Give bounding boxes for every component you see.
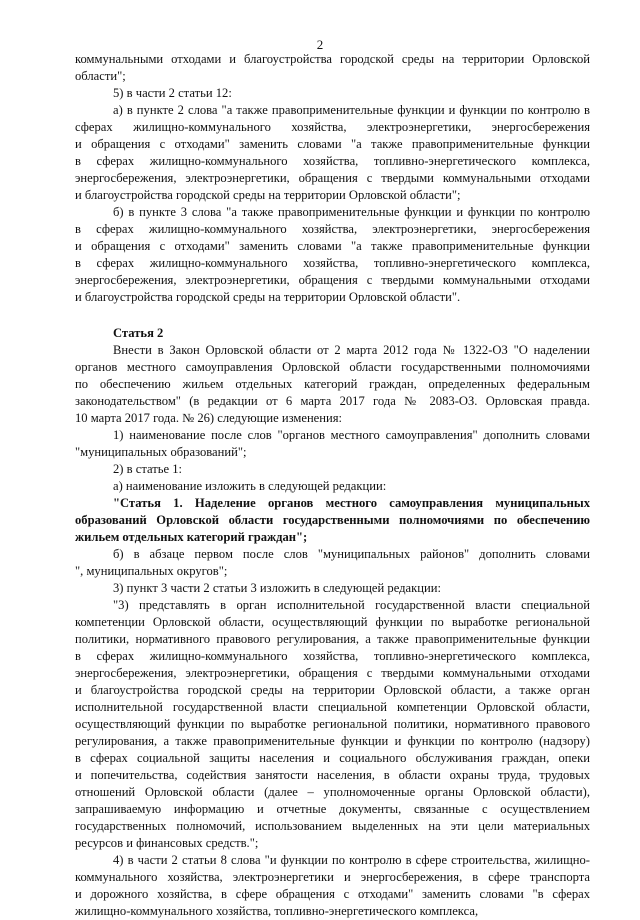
text-line: по обеспечению жильем отдельных категорий граждан, определенных федеральным	[75, 377, 590, 391]
text-line: отношений Орловской области (далее – уполномоченные органы Орловской области),	[75, 785, 590, 799]
page-number: 2	[316, 37, 324, 52]
text-line: области";	[75, 69, 126, 83]
text-line: энергосбережения, электроэнергетики, обращения с твердыми коммунальными отходами	[75, 273, 590, 287]
text-line: 4) в части 2 статьи 8 слова "и функции по контролю в сфере строительства, жилищно-	[113, 853, 590, 867]
text-line: сферах жилищно-коммунального хозяйства, электроэнергетики, энергосбережения	[75, 120, 590, 134]
text-line: запрашиваемую информацию и отчетные документы, связанные с осуществлением	[75, 802, 590, 816]
text-line: а) в пункте 2 слова "а также правоприменительные функции и функции по контролю в	[113, 103, 590, 117]
text-line: в сферах жилищно-коммунального хозяйства, электроэнергетики, энергосбережения	[75, 222, 590, 236]
text-line: и благоустройства городской среды на территории Орловской области";	[75, 188, 461, 202]
text-line: жилищно-коммунального хозяйства, топливно-энергетического комплекса,	[75, 904, 479, 918]
text-line: а) наименование изложить в следующей редакции:	[113, 479, 387, 493]
text-line: ", муниципальных округов";	[75, 564, 228, 578]
text-line: энергосбережения, электроэнергетики, обращения с твердыми коммунальными отходами	[75, 171, 590, 185]
text-line: и благоустройства городской среды на территории Орловской области".	[75, 290, 461, 304]
text-line: жильем отдельных категорий граждан";	[75, 530, 308, 544]
text-line: политики, нормативного правового регулирования, а также правоприменительные функции	[75, 632, 590, 646]
text-line: исполнительной государственной власти специальной компетенции Орловской области,	[75, 700, 590, 714]
text-line: в сферах жилищно-коммунального хозяйства, топливно-энергетического комплекса,	[75, 154, 590, 168]
text-line: 5) в части 2 статьи 12:	[113, 86, 232, 100]
text-line: "Статья 1. Наделение органов местного самоуправления муниципальных	[113, 496, 590, 510]
text-line: компетенции Орловской области, осуществляющий функции по выработке региональной	[75, 615, 590, 629]
text-line: органов местного самоуправления Орловской области государственными полномочиями	[75, 360, 590, 374]
paragraph-gap	[75, 306, 590, 325]
text-line: "3) представлять в орган исполнительной государственной власти специальной	[113, 598, 590, 612]
document-body	[75, 51, 590, 920]
text-line: коммунальными отходами и благоустройства городской среды на территории Орловской	[75, 52, 590, 66]
text-line: Статья 2	[113, 326, 164, 340]
text-line: регулирования, а также правоприменительные функции и функции по контролю (надзору)	[75, 734, 590, 748]
text-line: 10 марта 2017 года. № 26) следующие изменения:	[75, 411, 343, 425]
text-line: 3) пункт 3 части 2 статьи 3 изложить в следующей редакции:	[113, 581, 441, 595]
text-line: образований Орловской области государственными полномочиями по обеспечению	[75, 513, 590, 527]
text-line: и попечительства, содействия занятости населения, в области охраны труда, трудовых	[75, 768, 590, 782]
text-line: энергосбережения, электроэнергетики, обращения с твердыми коммунальными отходами	[75, 666, 590, 680]
text-line: законодательством" (в редакции от 6 марта 2017 года № 2083-ОЗ. Орловская правда.	[75, 394, 590, 408]
text-line: и благоустройства городской среды на территории Орловской области, а также орган	[75, 683, 590, 697]
text-line: в сферах социальной защиты населения и социального обслуживания граждан, опеки	[75, 751, 590, 765]
text-line: коммунального хозяйства, электроэнергетики и энергосбережения, в сфере транспорта	[75, 870, 590, 884]
text-line: б) в пункте 3 слова "а также правоприменительные функции и функции по контролю	[113, 205, 590, 219]
text-line: в сферах жилищно-коммунального хозяйства, топливно-энергетического комплекса,	[75, 256, 590, 270]
text-line: 2) в статье 1:	[113, 462, 183, 476]
text-line: государственных полномочий, использованием выделенных на эти цели материальных	[75, 819, 590, 833]
text-line: и дорожного хозяйства, в сфере обращения с отходами" заменить словами "в сферах	[75, 887, 590, 901]
text-line: Внести в Закон Орловской области от 2 марта 2012 года № 1322-ОЗ "О наделении	[113, 343, 590, 357]
text-line: в сферах жилищно-коммунального хозяйства, топливно-энергетического комплекса,	[75, 649, 590, 663]
text-line: б) в абзаце первом после слов "муниципальных районов" дополнить словами	[113, 547, 590, 561]
text-line: 1) наименование после слов "органов местного самоуправления" дополнить словами	[113, 428, 590, 442]
text-line: ресурсов и финансовых средств.";	[75, 836, 259, 850]
text-line: "муниципальных образований";	[75, 445, 247, 459]
text-line: и обращения с отходами" заменить словами "а также правоприменительные функции	[75, 137, 590, 151]
text-line: осуществляющий функции по выработке региональной политики, нормативного правового	[75, 717, 590, 731]
text-line: и обращения с отходами" заменить словами "а также правоприменительные функции	[75, 239, 590, 253]
